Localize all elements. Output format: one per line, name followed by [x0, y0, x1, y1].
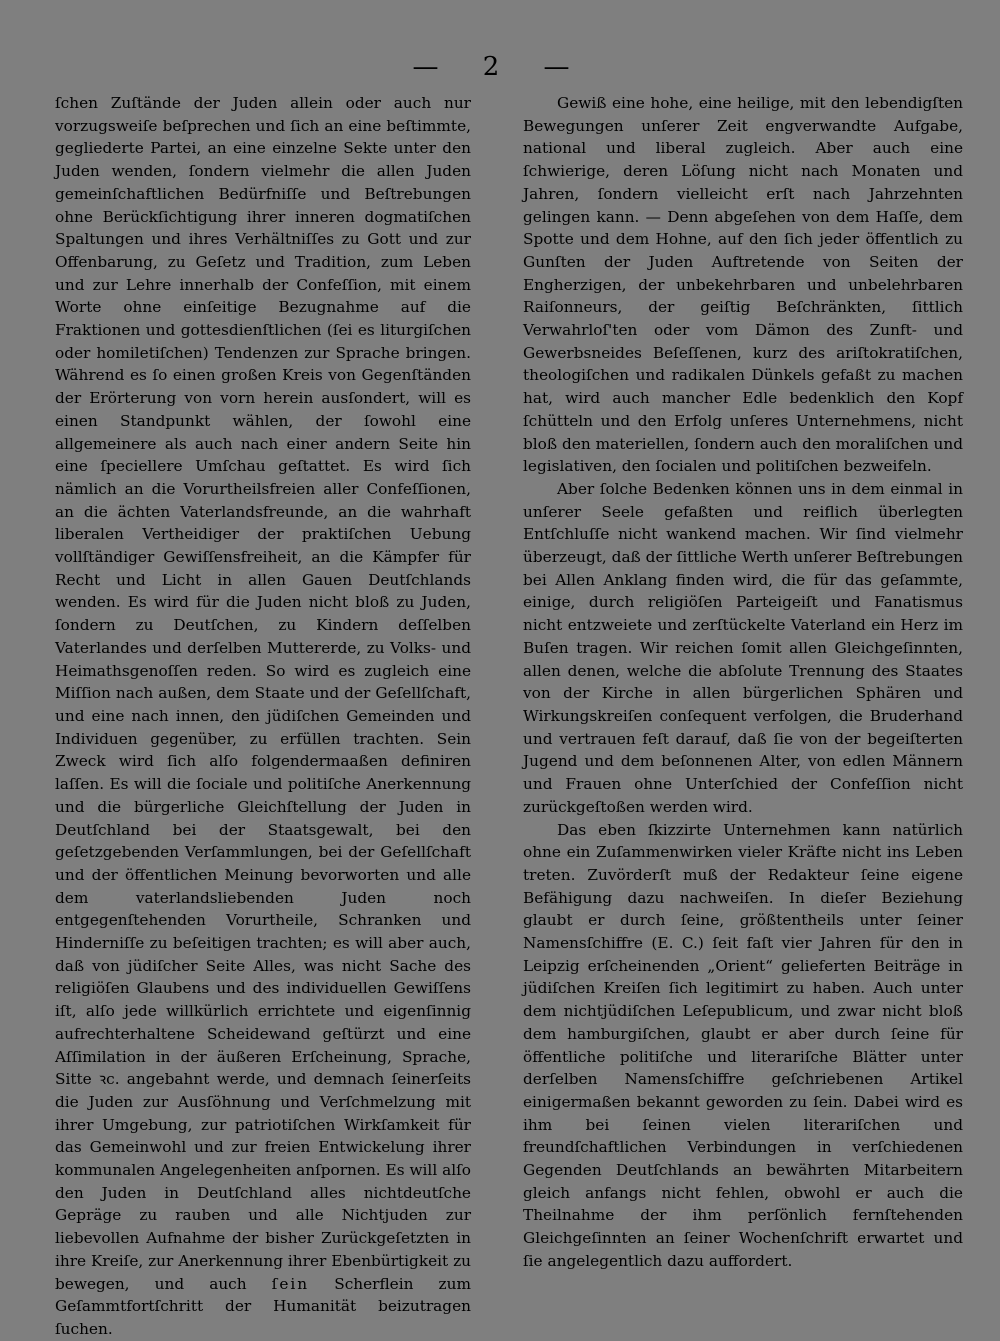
right-column [523, 92, 963, 1273]
paragraph: Aber ſolche Bedenken können uns in dem einmal in unſerer Seele gefaßten und reiflich überlegten Entſchluſſe nicht wankend machen. Wir ſind vielmehr überzeugt, daß der ſittliche Werth unſerer Beſtrebungen bei Allen Anklang finden wird, die für das geſammte, einige, durch religiöſen Parteigeiſt und Fanatismus nicht entzweiete und zerſtückelte Vaterland ein Herz im Buſen tragen. Wir reichen ſomit allen Gleichgeſinnten, allen denen, welche die abſolute Trennung des Staates von der Kirche in allen bürgerlichen Sphären und Wirkungskreiſen conſequent verfolgen, die Bruderhand und vertrauen feſt darauf, daß ſie von der begeiſterten Jugend und dem beſonnenen Alter, von edlen Männern und Frauen ohne Unterſchied der Confeſſion nicht zurückgeſtoßen werden wird. [523, 479, 963, 816]
text-run: Scherflein zum Geſammtfortſchritt der Humanität beizutragen ſuchen. [55, 1274, 471, 1338]
paragraph [55, 92, 471, 1341]
paragraph: Gewiß eine hohe, eine heilige, mit den lebendigſten Bewegungen unſerer Zeit engverwandte Aufgabe, national und liberal zugleich. Aber auch eine ſchwierige, deren Löſung nicht nach Monaten und Jahren, ſondern vielleicht erſt nach Jahrzehnten gelingen kann. — Denn abgeſehen von dem Haſſe, dem Spotte und dem Hohne, auf den ſich jeder öffentlich zu Gunſten der Juden Auftretende von Seiten der Engherzigen, der unbekehrbaren und unbelehrbaren Raiſonneurs, der geiſtig Beſchränkten, ſittlich Verwahrloſ'ten oder vom Dämon des Zunft- und Gewerbsneides Beſeſſenen, kurz des ariſtokratiſchen, theologiſchen und radikalen Dünkels gefaßt zu machen hat, wird auch mancher Edle bedenklich den Kopf ſchütteln und den Erfolg unſeres Unternehmens, nicht bloß den materiellen, ſondern auch den moraliſchen und legislativen, den ſocialen und politiſchen bezweifeln. [523, 94, 963, 476]
page-number: — 2 — [412, 52, 588, 82]
emphasized-word: ſein [271, 1274, 310, 1293]
paragraph: Das eben ſkizzirte Unternehmen kann natürlich ohne ein Zuſammenwirken vieler Kräfte nicht ins Leben treten. Zuvörderſt muß der Redakteur ſeine eigene Befähigung dazu nachweiſen. In dieſer Beziehung glaubt er durch ſeine, größtentheils unter ſeiner Namensſchiffre (E. C.) ſeit faſt vier Jahren für den in Leipzig erſcheinenden „Orient“ gelieferten Beiträge in jüdiſchen Kreiſen ſich legitimirt zu haben. Auch unter dem nichtjüdiſchen Leſepublicum, und zwar nicht bloß dem hamburgiſchen, glaubt er aber durch ſeine für öffentliche politiſche und literariſche Blätter unter derſelben Namensſchiffre geſchriebenen Artikel einigermaßen bekannt geworden zu ſein. Dabei wird es ihm bei ſeinen vielen literariſchen und freundſchaftlichen Verbindungen in verſchiedenen Gegenden Deutſchlands an bewährten Mitarbeitern gleich anfangs nicht fehlen, obwohl er auch die Theilnahme der ihm perſönlich fernſtehenden Gleichgeſinnten an ſeiner Wochenſchrift erwartet und ſie angelegentlich dazu auffordert. [523, 820, 963, 1270]
text-run: ſchen Zuſtände der Juden allein oder auch nur vorzugsweiſe beſprechen und ſich an eine beſtimmte, gegliederte Partei, an eine einzelne Sekte unter den Juden wenden, ſondern vielmehr die allen Juden gemeinſchaftlichen Bedürfniſſe und Beſtrebungen ohne Berückſichtigung ihrer inneren dogmatiſchen Spaltungen und ihres Verhältniſſes zu Gott und zur Offenbarung, zu Geſetz und Tradition, zum Leben und zur Lehre innerhalb der Confeſſion, mit einem Worte ohne einſeitige Bezugnahme auf die Fraktionen und gottesdienſtlichen (ſei es liturgiſchen oder homiletiſchen) Tendenzen zur Sprache bringen. Während es ſo einen großen Kreis von Gegenſtänden der Erörterung von vorn herein ausſondert, will es einen Standpunkt wählen, der ſowohl eine allgemeinere als auch nach einer andern Seite hin eine ſpeciellere Umſchau geſtattet. Es wird ſich nämlich an die Vorurtheilsfreien aller Confeſſionen, an die ächten Vaterlandsfreunde, an die wahrhaft liberalen Vertheidiger der praktiſchen Uebung vollſtändiger Gewiſſensfreiheit, an die Kämpfer für Recht und Licht in allen Gauen Deutſchlands wenden. Es wird für die Juden nicht bloß zu Juden, ſondern zu Deutſchen, zu Kindern deſſelben Vaterlandes und derſelben Muttererde, zu Volks- und Heimathsgenoſſen reden. So wird es zugleich eine Miſſion nach außen, dem Staate und der Geſellſchaft, und eine nach innen, den jüdiſchen Gemeinden und Individuen gegenüber, zu erfüllen trachten. Sein Zweck wird ſich alſo folgendermaaßen definiren laſſen. Es will die ſociale und politiſche Anerkennung und die bürgerliche Gleichſtellung der Juden in Deutſchland bei der Staatsgewalt, bei den geſetzgebenden Verſammlungen, bei der Geſellſchaft und der öffentlichen Meinung bevorworten und alle dem vaterlandsliebenden Juden noch entgegenſtehenden Vorurtheile, Schranken und Hinderniſſe zu beſeitigen trachten; es will aber auch, daß von jüdiſcher Seite Alles, was nicht Sache des religiöſen Glaubens und des individuellen Gewiſſens iſt, alſo jede willkürlich errichtete und eigenſinnig aufrechterhaltene Scheidewand geſtürzt und eine Aſſimilation in der äußeren Erſcheinung, Sprache, Sitte ꝛc. angebahnt werde, und demnach ſeinerſeits die Juden zur Ausſöhnung und Verſchmelzung mit ihrer Umgebung, zur patriotiſchen Wirkſamkeit für das Gemeinwohl und zur freien Entwickelung ihrer kommunalen Angelegenheiten anſpornen. Es will alſo den Juden in Deutſchland alles nichtdeutſche Gepräge zu rauben und alle Nichtjuden zur liebevollen Aufnahme der bisher Zurückgeſetzten in ihre Kreiſe, zur Anerkennung ihrer Ebenbürtigkeit zu bewegen, und auch [55, 94, 471, 1293]
left-column [55, 92, 471, 1341]
